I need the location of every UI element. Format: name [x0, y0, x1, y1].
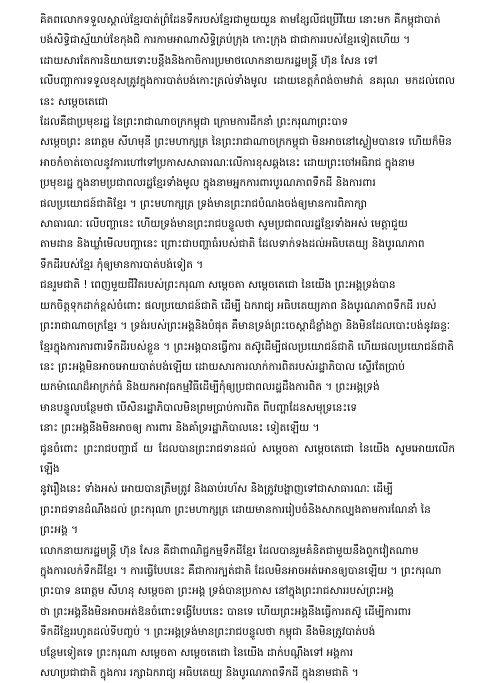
paragraph-2: ដោយសារតែការនិយាយទោះបន្តឹងនិងកាចិការប្រមាថលោកនាយករដ្ឋមន្ត្រី ហ៊ុន សែន ទៅ លើបញ្ហាការទទួលខុសត្រូវក្នុងការបាត់បង់កោះត្រល់ទាំងមូល ដោយខេត្តកំពង់ចាមវាត់ នគរុណ មកដល់ពេលនេះ សម្តេចតេជោ ដែលគឺជាប្រមុខរដ្ឋ នៃព្រះរាជាណាចក្រកម្ពុជា ក្រោមការដឹកនាំ ព្រះករុណាព្រះបាទ សម្តេចព្រះ នរោត្តម សីហមុនី ព្រះមហាក្សត្រ នៃព្រះរាជាណាចក្រកម្ពុជា មិនអាចនៅស្ងៀមបានទេ ហើយក៏មិន អាចកំចាត់ចោលនូវការហៅទៅប្រកាសសាធារណៈលើការខុសឆ្គងនេះ ដោយព្រះចៅអធិរាជ ក្នុងនាម ប្រមុខរដ្ឋ ក្នុងនាមប្រជាពលរដ្ឋខ្មែរទាំងមូល ក្នុងនាមអ្នកការពារបូរណភាពទឹកដី និងការពារ ផលប្រយោជន៍ជាតិខ្មែរ ។ ព្រះមហាក្សត្រ ទ្រង់មានព្រះរាជបំណងចង់ឲ្យមានការពិភាក្សា សាធារណៈ លើបញ្ហានេះ ហើយទ្រង់មានព្រះរាជបន្ទូលថា សូមប្រជាពលរដ្ឋខ្មែរទាំងអស់ មេត្តាជួយ តាមដាន និងឃ្លាំមើលបញ្ហានេះ ព្រោះជាបញ្ហាធំរបស់ជាតិ ដែលទាក់ទងដល់អធិបតេយ្យ និងបូរណភាព ទឹកដីរបស់ខ្មែរ កុំឲ្យមានការបាត់បង់ទៀត ។ [40, 54, 455, 271]
paragraph-3: ជនរួមជាតិ ! ពេញមួយជីវិតរបស់ព្រះករុណា សម្តេចតា សម្តេចតេជោ នៃយើង ព្រះអង្គទ្រង់បាន យកចិត្តទុកដាក់ខ្ពស់ចំពោះ ផលប្រយោជន៍ជាតិ ដើម្បី ឯករាជ្យ អធិបតេយ្យភាព និងបូរណភាពទឹកដី របស់ ព្រះរាជាណាចក្រខ្មែរ ។ ទ្រង់របស់ព្រះអង្គនិងបំផុត គឺមានទ្រង់ព្រះចេស្តាដ៏ខ្លាំងក្លា និងមិនដែលបោះបង់នូវឆន្ទៈ ខ្មែរក្នុងការការពារទឹកដីរបស់ខ្លួន ។ ព្រះអង្គបានធ្វើការ តស៊ូដើម្បីផលប្រយោជន៍ជាតិ ហើយផលប្រយោជន៍ជាតិ នេះ ព្រះអង្គមិនអាចអោយបាត់បង់ឡើយ ដោយសារការលាក់ការពិតរបស់រដ្ឋាភិបាល ស្ទើរតែប្រាប់ យកម៉ាណេដ៏អាក្រក់ធំ និងយកអាវុធកម្មវិធីដើម្បីកុំឲ្យប្រជាពលរដ្ឋដឹងការពិត ។ ព្រះអង្គទ្រង់ មានបន្ទូលបន្ថែមថា បើសិនរដ្ឋាភិបាលមិនព្រមប្រាប់ការពិត ពីបញ្ហាដែនសមុទ្រនេះទេ នោះ ព្រះអង្គនឹងមិនអាចឲ្យ ការពារ និងគាំទ្ររដ្ឋាភិបាលនេះ ទៀតឡើយ ។ [40, 279, 454, 435]
paragraph-1: គិតពលោកទទួលស្គាល់ខ្មែរបាត់ព្រំដែនទឹករបស់ខ្មែរជាមួយយួន តាមខ្សែលីជប្រើវីយេ នោះមក គឺកម្ពុជាបាត់ បង់សិទ្ធិជាស្ម័យាប់ខែកុងជិ ការកាមអាណាសិទ្ធិត្រប់ក្រុង កោះក្រុង ជាជាការរបស់ខ្មែរទៀតហើយ ។ [40, 14, 441, 47]
document-body [40, 10, 455, 683]
paragraph-5: លោកនាយករដ្ឋមន្ត្រី ហ៊ុន សែន គឺជាពាណិជ្ជកម្មទឹកដីខ្មែរ ដែលបានរួមគំនិតជាមួយនឹងពួកវៀតណាម ក្នុងការលក់ទឹកដីខ្មែរ ។ ការធ្វើបែបនេះ គឺជាការក្បត់ជាតិ ដែលមិនអាចអត់អោនឲ្យបានឡើយ ។ ព្រះករុណា ព្រះបាទ នរោត្តម សីហនុ សម្តេចតា ព្រះអង្គ ទ្រង់បានប្រកាស នៅក្នុងព្រះរាជសាររបស់ព្រះអង្គ ថា ព្រះអង្គនឹងមិនអាចអត់ឱនចំពោះទង្វើបែបនេះ បានទេ ហើយព្រះអង្គនឹងធ្វើការតស៊ូ ដើម្បីការពារ ទឹកដីខ្មែររហូតដល់ទីបញ្ចប់ ។ ព្រះអង្គទ្រង់មានព្រះរាជបន្ទូលថា កម្ពុជា នឹងមិនត្រូវបាត់បង់ បន្ថែមទៀតទេ ព្រះករុណា សម្តេចតា សម្តេចតេជោ នៃយើង ដាក់បណ្តឹងទៅ អង្គការ សហប្រជាជាតិ ក្នុងការ រក្សាឯករាជ្យ អធិបតេយ្យ និងបូរណភាពទឹកដី ក្នុងនាមជាតិ ។ [40, 544, 442, 679]
paragraph-4: ជូនចំពោះ ព្រះរាជបញ្ជាជ័ យ ដែលបានព្រះរាជទានដល់ សម្តេចតា សម្តេចតេជោ នៃយើង សូមអោយលើកឡើង នូវរឿងនេះ ទាំងអស់ អោយបានត្រឹមត្រូវ និងឆាប់រហ័ស និងត្រូវបង្ហាញទៅជាសាធារណៈ ដើម្បី ព្រះរាជទានដំណឹងដល់ ព្រះករុណា ព្រះមហាក្សត្រ ដោយមានការរៀបចំនិងសាកល្បងតាមការណែនាំ នៃ ព្រះអង្គ ។ [40, 442, 455, 537]
